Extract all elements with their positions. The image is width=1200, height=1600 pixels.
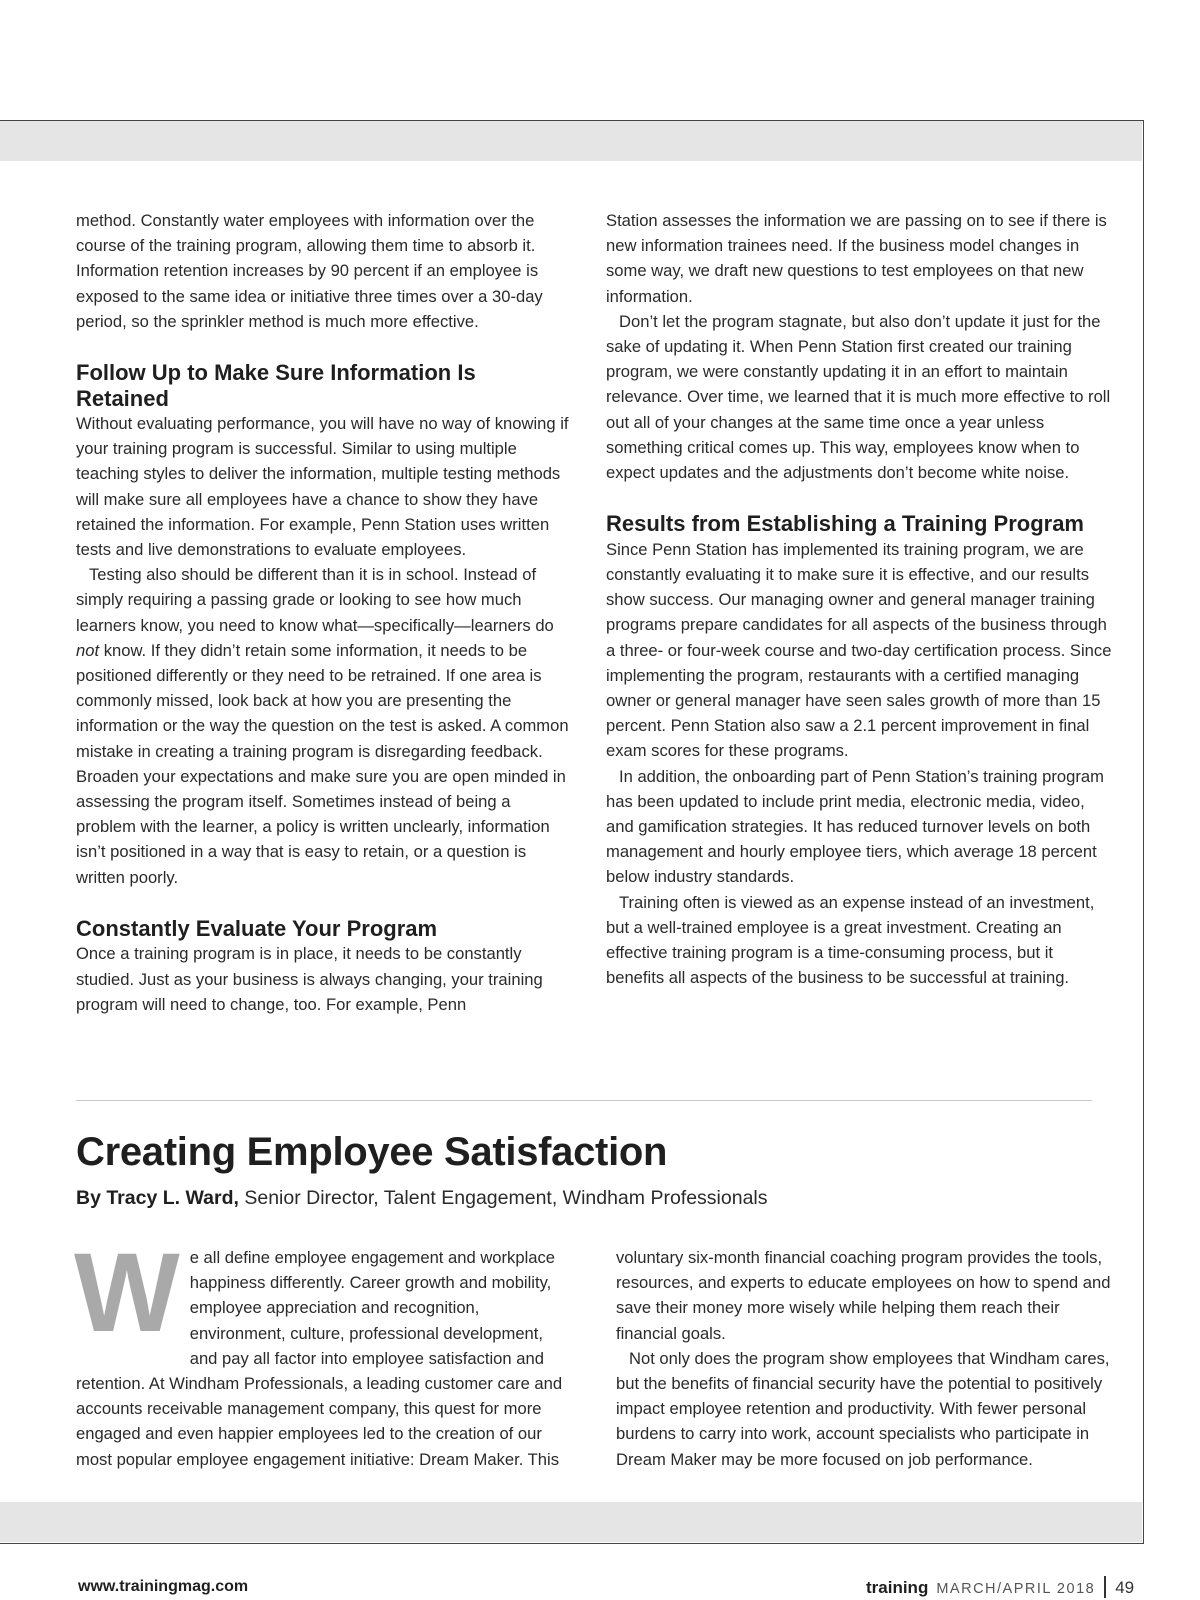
- emphasis-not: not: [76, 640, 100, 660]
- paragraph-voluntary: voluntary six-month financial coaching program provides the tools, resources, and experts to educate employees on how to spend and save their money more wisely while helping them reach their financial goals.: [616, 1248, 1111, 1343]
- paragraph-method: method. Constantly water employees with information over the course of the training program, allowing them time to absorb it. Information retention increases by 90 percent if an employee is exposed to the same idea or initiative three times over a 30-day period, so the sprinkler method is much more effective.: [76, 211, 543, 331]
- footer-divider: [1104, 1576, 1106, 1598]
- heading-follow-up: Follow Up to Make Sure Information Is Retained: [76, 360, 476, 411]
- article-column-2: [616, 1245, 1122, 1472]
- byline-author: By Tracy L. Ward,: [76, 1187, 239, 1209]
- footer-issue: MARCH/APRIL 2018: [936, 1581, 1096, 1597]
- paragraph-dont: Don’t let the program stagnate, but also don’t update it just for the sake of updating it. When Penn Station first created our training program, we were constantly updating it in an effort to maintain relevance. Over time, we learned that it is much more effective to roll out all of your changes at the same time once a year unless something critical comes up. This way, employees know when to expect updates and the adjustments don’t become white noise.: [606, 311, 1111, 483]
- paragraph-testing: Testing also should be different than it is in school. Instead of simply requiring a passing grade or looking to see how much learners know, you need to know what—specifically—learners do not know. If they didn’t retain some information, it needs to be positioned differently or they need to be retrained. If one area is commonly missed, look back at how you are presenting the information or the way the question on the test is asked. A common mistake in creating a training program is disregarding feedback. Broaden your expectations and make sure you are open minded in assessing the program itself. Sometimes instead of being a problem with the learner, a policy is written unclearly, information isn’t positioned in a way that is easy to retain, or a question is written poorly.: [76, 565, 569, 887]
- paragraph-windham-cares: Not only does the program show employees that Windham cares, but the benefits of financial security have the potential to positively impact employee retention and productivity. With fewer personal burdens to carry into work, account specialists who participate in Dream Maker may be more focused on job performance.: [616, 1348, 1110, 1469]
- article-column-1: [74, 1230, 574, 1472]
- section-divider: [76, 1100, 1092, 1101]
- page-number: 49: [1115, 1578, 1135, 1597]
- paragraph-addition: In addition, the onboarding part of Penn Station’s training program has been updated to include print media, electronic media, video, and gamification strategies. It has reduced turnover levels on both management and hourly employee tiers, which average 18 percent below industry standards.: [606, 766, 1104, 887]
- paragraph-intro: We all define employee engagement and workplace happiness differently. Career growth and mobility, employee appreciation and recognition, environment, culture, professional development, and pay all factor into employee satisfaction and retention. At Windham Professionals, a leading customer care and accounts receivable management company, this quest for more engaged and even happier employees led to the creation of our most popular employee engagement initiative: Dream Maker. This: [74, 1230, 563, 1469]
- footer-page-info: [866, 1576, 1134, 1600]
- paragraph-station: Station assesses the information we are passing on to see if there is new information trainees need. If the business model changes in some way, we draft new questions to test employees on that new information.: [606, 211, 1107, 306]
- footer-magazine: training: [866, 1578, 929, 1597]
- heading-evaluate: Constantly Evaluate Your Program: [76, 915, 438, 941]
- top-article-column-1: [76, 208, 574, 1017]
- paragraph-since: Since Penn Station has implemented its training program, we are constantly evaluating it to make sure it is effective, and our results show success. Our managing owner and general manager training programs prepare candidates for all aspects of the business through a three- or four-week course and two-day certification process. Since implementing the program, restaurants with a certified managing owner or general manager have seen sales growth of more than 15 percent. Penn Station also saw a 2.1 percent improvement in final exam scores for these programs.: [606, 539, 1112, 761]
- paragraph-once: Once a training program is in place, it needs to be constantly studied. Just as your business is always changing, your training program will need to change, too. For example, Penn: [76, 944, 543, 1014]
- heading-results: Results from Establishing a Training Program: [606, 511, 1084, 537]
- byline: [76, 1185, 768, 1211]
- paragraph-without: Without evaluating performance, you will have no way of knowing if your training program is successful. Similar to using multiple teaching styles to deliver the information, multiple testing methods will make sure all employees have a chance to show they have retained the information. For example, Penn Station uses written tests and live demonstrations to evaluate employees.: [76, 414, 569, 560]
- article-title: Creating Employee Satisfaction: [76, 1130, 668, 1174]
- byline-role: Senior Director, Talent Engagement, Windham Professionals: [238, 1187, 768, 1209]
- top-article-column-2: [606, 208, 1114, 990]
- paragraph-training: Training often is viewed as an expense instead of an investment, but a well-trained employee is a great investment. Creating an effective training program is a time-consuming process, but it benefits all aspects of the business to be successful at training.: [606, 892, 1095, 988]
- footer-url[interactable]: www.trainingmag.com: [78, 1578, 249, 1595]
- drop-cap: W: [74, 1230, 180, 1355]
